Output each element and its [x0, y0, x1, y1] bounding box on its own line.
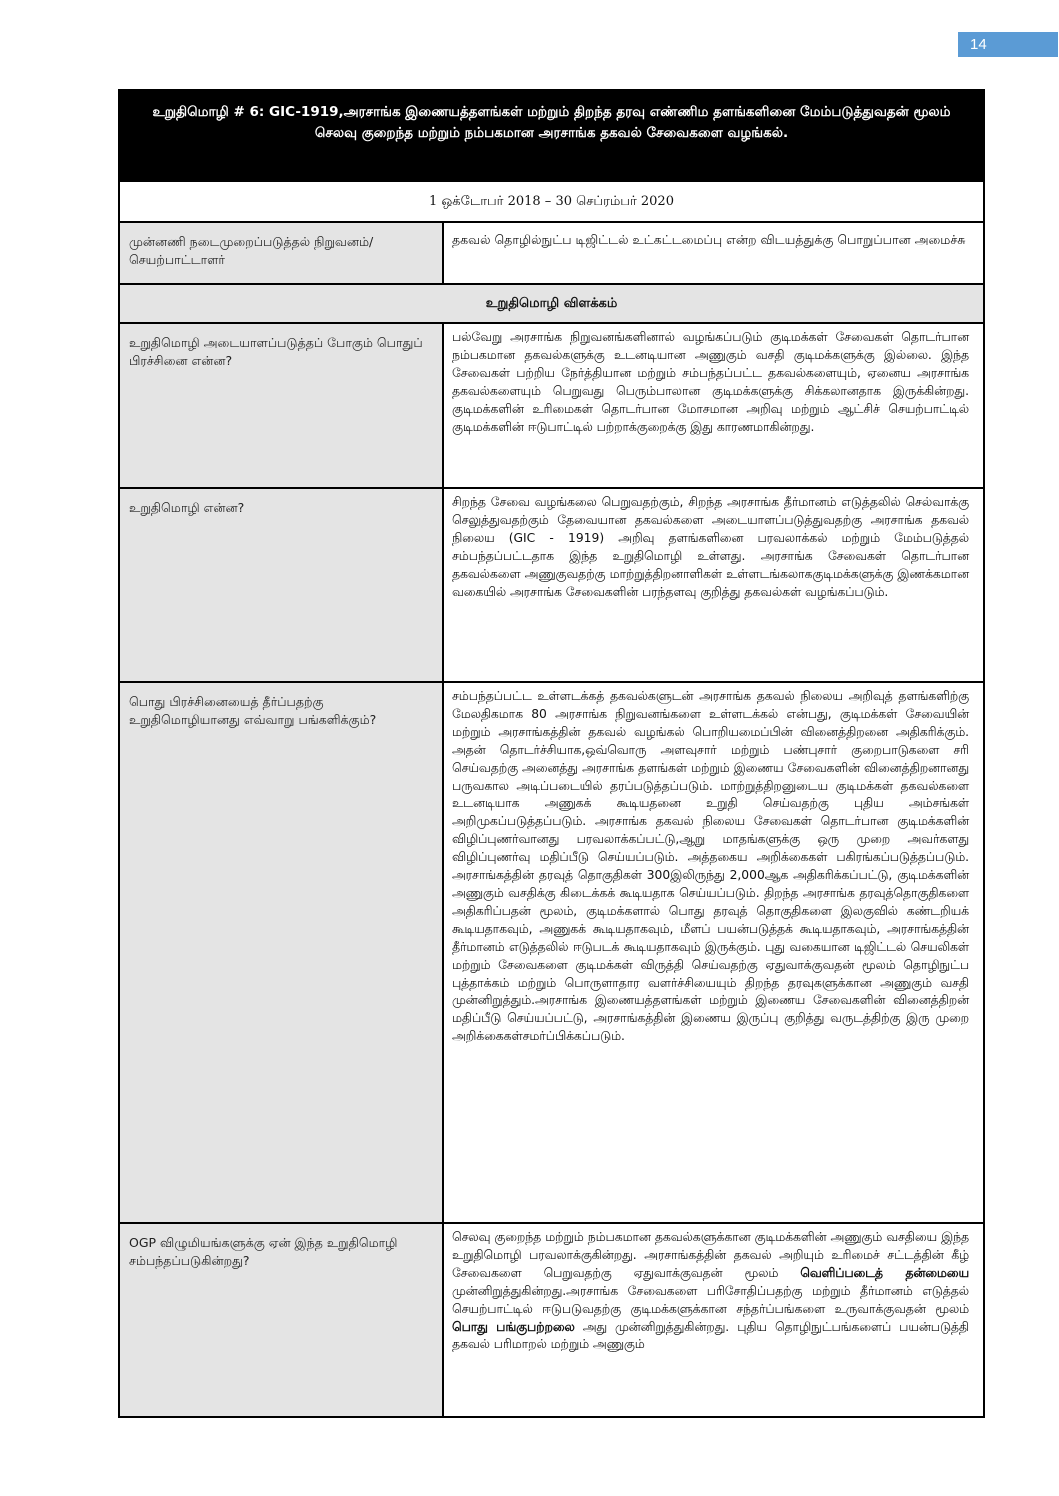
commitment-title: உறுதிமொழி # 6: GIC-1919,அரசாங்க இணையத்தளங்கள் மற்றும் திறந்த தரவு எண்ணிம தளங்களினை மேம்படுத்துவதன் மூலம் செலவு குறைந்த மற்றும் நம்பகமான அரசாங்க தகவல் சேவைகளை வழங்கல்.: [120, 91, 983, 180]
commitment-label: உறுதிமொழி என்ன?: [120, 489, 444, 681]
lead-agency-value: தகவல் தொழில்நுட்ப டிஜிட்டல் உட்கட்டமைப்பு என்ற விடயத்துக்கு பொறுப்பான அமைச்சு: [452, 232, 966, 247]
page-number-badge: 14: [958, 32, 1058, 57]
problem-row: [120, 322, 983, 487]
problem-value: பல்வேறு அரசாங்க நிறுவனங்களினால் வழங்கப்படும் குடிமக்கள் சேவைகள் தொடர்பான நம்பகமான தகவல்களுக்கு உடனடியான அணுகும் வசதி குடிமக்களுக்கு இல்லை. இந்த சேவைகள் பற்றிய நேர்த்தியான மற்றும் சம்பந்தப்பட்ட தகவல்களையும், ஏனைய அரசாங்க தகவல்களையும் பெறுவது பெரும்பாலான குடிமக்களுக்கு சிக்கலானதாக இருக்கின்றது. குடிமக்களின் உரிமைகள் தொடர்பான மோசமான அறிவு மற்றும் ஆட்சிச் செயற்பாட்டில் குடிமக்களின் ஈடுபாட்டில் பற்றாக்குறைக்கு இது காரணமாகின்றது.: [452, 330, 969, 434]
lead-agency-label: முன்னணி நடைமுறைப்படுத்தல் நிறுவனம்/செயற்பாட்டாளர்: [120, 223, 444, 283]
commitment-table: [118, 89, 985, 1418]
ogp-text-part: அது முன்னிறுத்துகின்றது. புதிய தொழிநுட்பங்களைப் பயன்படுத்தி தகவல் பரிமாறல் மற்றும் அணுகும்: [452, 1319, 969, 1352]
ogp-participation-bold: பொது பங்குபற்றலை: [452, 1319, 575, 1334]
lead-agency-row: [120, 221, 983, 283]
commitment-description-heading: உறுதிமொழி விளக்கம்: [120, 283, 983, 322]
commitment-period: 1 ஒக்டோபர் 2018 – 30 செப்ரம்பர் 2020: [120, 180, 983, 221]
contribution-label: பொது பிரச்சினையைத் தீர்ப்பதற்கு உறுதிமொழியானது எவ்வாறு பங்களிக்கும்?: [120, 683, 444, 1222]
ogp-relevance-label: OGP விழுமியங்களுக்கு ஏன் இந்த உறுதிமொழி சம்பந்தப்படுகின்றது?: [120, 1224, 444, 1416]
ogp-text-part: செலவு குறைந்த மற்றும் நம்பகமான தகவல்களுக்கான குடிமக்களின் அணுகும் வசதியை இந்த உறுதிமொழி பரவலாக்குகின்றது. அரசாங்கத்தின் தகவல் அறியும் உரிமைச் சட்டத்தின் கீழ் சேவைகளை பெறுவதற்கு ஏதுவாக்குவதன் மூலம்: [452, 1230, 969, 1280]
ogp-text-part: முன்னிறுத்துகின்றது.அரசாங்க சேவைகளை பரிசோதிப்பதற்கு மற்றும் தீர்மானம் எடுத்தல் செயற்பாட்டில் ஈடுபடுவதற்கு குடிமக்களுக்கான சந்தர்ப்பங்களை உருவாக்குவதன் மூலம்: [452, 1283, 969, 1316]
ogp-relevance-row: [120, 1222, 983, 1416]
commitment-row: [120, 487, 983, 681]
contribution-value: சம்பந்தப்பட்ட உள்ளடக்கத் தகவல்களுடன் அரசாங்க தகவல் நிலைய அறிவுத் தளங்களிற்கு மேலதிகமாக 80 அரசாங்க நிறுவனங்களை உள்ளடக்கல் என்பது, குடிமக்கள் சேவையின் மற்றும் அரசாங்கத்தின் தகவல் வழங்கல் பொறியமைப்பின் வினைத்திறனை அதிகரிக்கும். அதன் தொடர்ச்சியாக,ஒவ்வொரு அளவுசார் மற்றும் பண்புசார் குறைபாடுகளை சரி செய்வதற்கு அனைத்து அரசாங்க தளங்கள் மற்றும் இணைய சேவைகளின் வினைத்திறனானது பருவகால அடிப்படையில் தரப்படுத்தப்படும். மாற்றுத்திறனுடைய குடிமக்கள் தகவல்களை உடனடியாக அணுகக் கூடியதனை உறுதி செய்வதற்கு புதிய அம்சங்கள் அறிமுகப்படுத்தப்படும். அரசாங்க தகவல் நிலைய சேவைகள் தொடர்பான குடிமக்களின் விழிப்புணர்வானது பரவலாக்கப்பட்டு,ஆறு மாதங்களுக்கு ஒரு முறை அவர்களது விழிப்புணர்வு மதிப்பீடு செய்யப்படும். அத்தகைய அறிக்கைகள் பகிரங்கப்படுத்தப்படும். அரசாங்கத்தின் தரவுத் தொகுதிகள் 300இலிருந்து 2,000ஆக அதிகரிக்கப்பட்டு, குடிமக்களின் அணுகும் வசதிக்கு கிடைக்கக் கூடியதாக செய்யப்படும். திறந்த அரசாங்க தரவுத்தொகுதிகளை அதிகரிப்பதன் மூலம், குடிமக்களால் பொது தரவுத் தொகுதிகளை இலகுவில் கண்டறியக் கூடியதாகவும், அணுகக் கூடியதாகவும், மீளப் பயன்படுத்தக் கூடியதாகவும், அரசாங்கத்தின் தீர்மானம் எடுத்தலில் ஈடுபடக் கூடியதாகவும் இருக்கும். புது வகையான டிஜிட்டல் செயலிகள் மற்றும் சேவைகளை குடிமக்கள் விருத்தி செய்வதற்கு ஏதுவாக்குவதன் மூலம் தொழிநுட்ப புத்தாக்கம் மற்றும் பொருளாதார வளர்ச்சியையும் திறந்த தரவுகளுக்கான அணுகும் வசதி முன்னிறுத்தும்.அரசாங்க இணையத்தளங்கள் மற்றும் இணைய சேவைகளின் வினைத்திறன் மதிப்பீடு செய்யப்பட்டு, அரசாங்கத்தின் இணைய இருப்பு குறித்து வருடத்திற்கு இரு முறை அறிக்கைகள்சமர்ப்பிக்கப்படும்.: [452, 689, 969, 1044]
ogp-relevance-value: [444, 1224, 983, 1416]
commitment-value: சிறந்த சேவை வழங்கலை பெறுவதற்கும், சிறந்த அரசாங்க தீர்மானம் எடுத்தலில் செல்வாக்கு செலுத்துவதற்கும் தேவையான தகவல்களை அடையாளப்படுத்துவதற்கு அரசாங்க தகவல் நிலைய (GIC - 1919) அறிவு தளங்களினை பரவலாக்கல் மற்றும் மேம்படுத்தல் சம்பந்தப்பட்டதாக இந்த உறுதிமொழி உள்ளது. அரசாங்க சேவைகள் தொடர்பான தகவல்களை அணுகுவதற்கு மாற்றுத்திறனாளிகள் உள்ளடங்கலாககுடிமக்களுக்கு இணக்கமான வகையில் அரசாங்க சேவைகளின் பரந்தளவு குறித்து தகவல்கள் வழங்கப்படும்.: [452, 495, 969, 599]
contribution-row: [120, 681, 983, 1222]
problem-label: உறுதிமொழி அடையாளப்படுத்தப் போகும் பொதுப் பிரச்சினை என்ன?: [120, 324, 444, 487]
ogp-transparency-bold: வெளிப்படைத் தன்மையை: [800, 1265, 969, 1280]
